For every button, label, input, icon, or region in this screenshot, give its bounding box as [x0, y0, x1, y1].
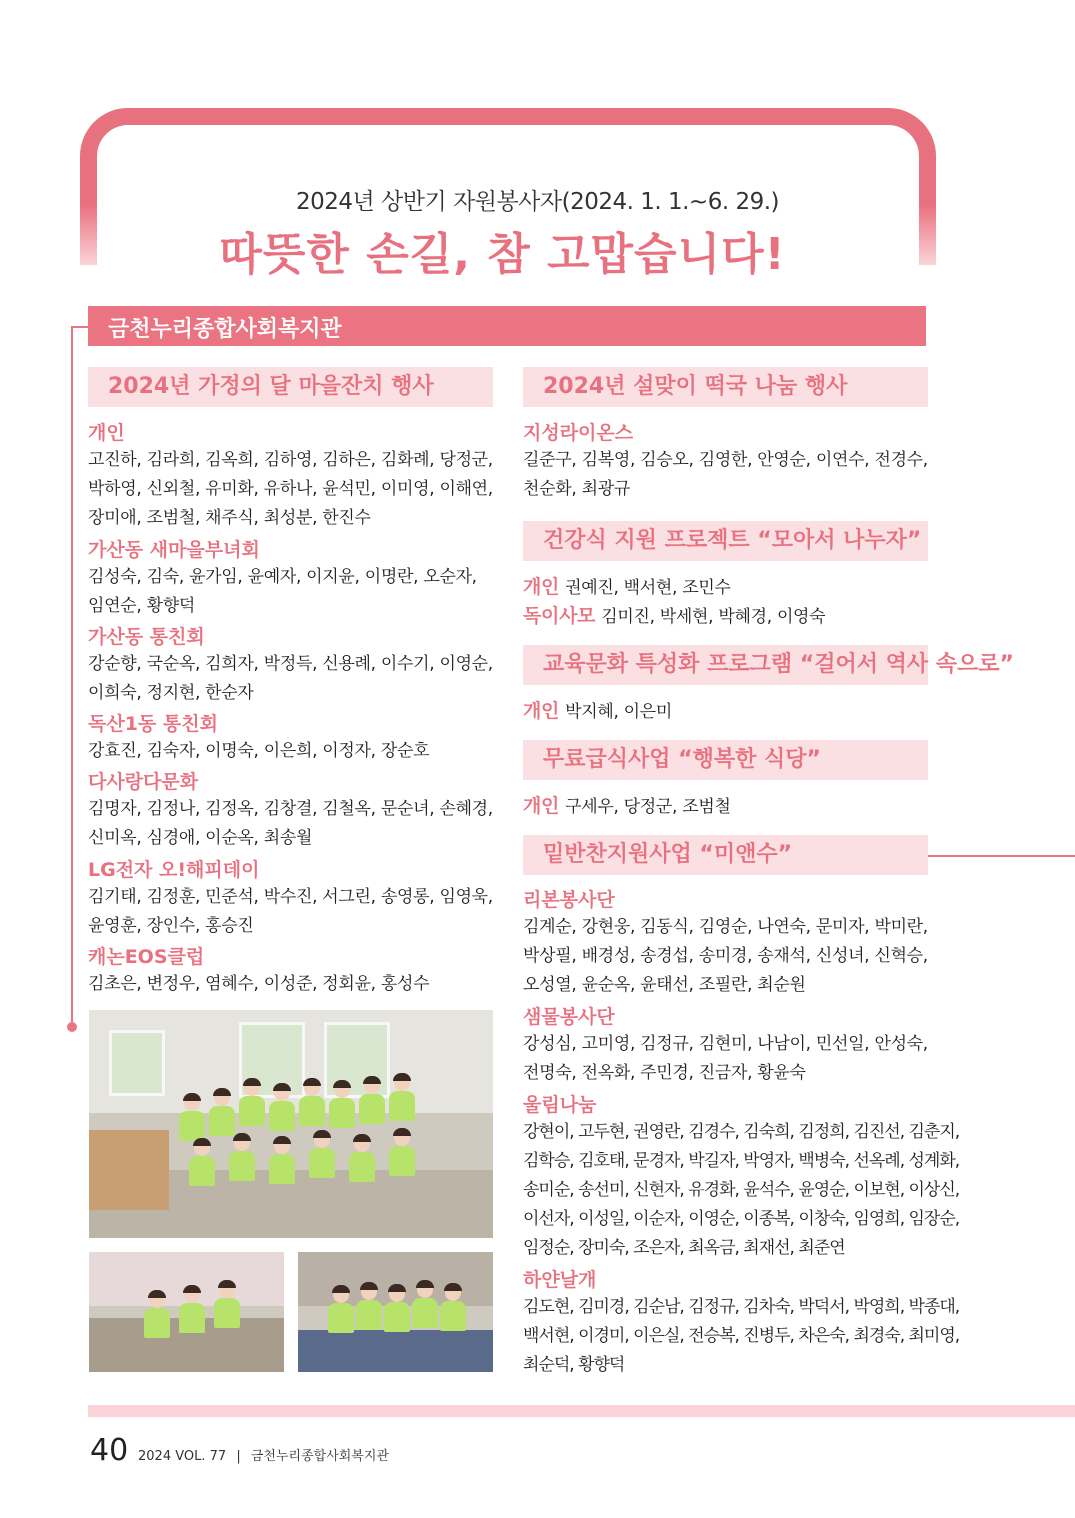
- names-line: 길준구, 김복영, 김승오, 김영한, 안영순, 이연수, 전경수,: [523, 450, 928, 470]
- event-title-free-meal: 무료급식사업 “행복한 식당”: [523, 740, 928, 780]
- names-line: 김계순, 강현웅, 김동식, 김영순, 나연숙, 문미자, 박미란,: [523, 917, 928, 937]
- organization-banner: [88, 306, 926, 346]
- health-row-individual: [523, 572, 731, 599]
- group-label: 리본봉사단: [523, 889, 615, 911]
- group-names: [88, 446, 493, 533]
- left-connector-line: [71, 326, 73, 1028]
- row-label: 독이사모: [523, 605, 596, 627]
- names-line: 전명숙, 전옥화, 주민경, 진금자, 황윤숙: [523, 1063, 806, 1083]
- row-label: 개인: [523, 576, 560, 598]
- group-label: 가산동 통친회: [88, 626, 205, 648]
- group-label: 다사랑다문화: [88, 771, 199, 793]
- footer-bar: [88, 1405, 1075, 1417]
- left-connector-dot: [67, 1022, 77, 1032]
- left-connector-tick: [71, 326, 89, 328]
- meal-row-individual: [523, 791, 731, 818]
- names-line: 장미애, 조범철, 채주식, 최성분, 한진수: [88, 508, 371, 528]
- names-line: 이선자, 이성일, 이순자, 이영순, 이종복, 이창숙, 임영희, 임장순,: [523, 1209, 960, 1229]
- footer-volume: 2024 VOL. 77: [138, 1449, 227, 1464]
- group-names: [88, 970, 429, 999]
- group-label: 캐논EOS클럽: [88, 946, 205, 968]
- names-line: 오성열, 윤순옥, 윤태선, 조필란, 최순원: [523, 975, 806, 995]
- group-names: [523, 1118, 959, 1263]
- names-line: 김도현, 김미경, 김순남, 김정규, 김차숙, 박덕서, 박영희, 박종대,: [523, 1297, 960, 1317]
- event-title-family-month: 2024년 가정의 달 마을잔치 행사: [88, 367, 493, 407]
- group-label: 지성라이온스: [523, 422, 634, 444]
- photo-meal-service: [89, 1252, 284, 1372]
- group-names: [88, 563, 477, 621]
- names-line: 김성숙, 김숙, 윤가임, 윤예자, 이지윤, 이명란, 오순자,: [88, 567, 477, 587]
- names-line: 강순향, 국순옥, 김희자, 박정득, 신용례, 이수기, 이영순,: [88, 654, 493, 674]
- footer-info: [138, 1445, 389, 1464]
- row-names: 구세우, 당정군, 조범철: [565, 797, 731, 817]
- event-title-health-food: 건강식 지원 프로젝트 “모아서 나누자”: [523, 521, 928, 561]
- group-names: [523, 1293, 959, 1380]
- names-line: 신미옥, 심경애, 이순옥, 최송월: [88, 828, 313, 848]
- names-line: 임연순, 황향덕: [88, 596, 195, 616]
- group-label: 하얀날개: [523, 1269, 597, 1291]
- footer-separator: |: [236, 1449, 241, 1464]
- row-label: 개인: [523, 700, 560, 722]
- names-line: 강성심, 고미영, 김정규, 김현미, 나남이, 민선일, 안성숙,: [523, 1034, 928, 1054]
- right-connector-line: [928, 855, 1075, 857]
- names-line: 천순화, 최광규: [523, 479, 630, 499]
- names-line: 김학승, 김호태, 문경자, 박길자, 박영자, 백병숙, 선옥례, 성계화,: [523, 1151, 960, 1171]
- group-names: [88, 883, 493, 941]
- group-names: [523, 913, 928, 1000]
- names-line: 김초은, 변정우, 염혜수, 이성준, 정회윤, 홍성수: [88, 974, 430, 994]
- page-subtitle: 2024년 상반기 자원봉사자(2024. 1. 1.~6. 29.): [295, 189, 780, 215]
- photo-volunteer-group: [298, 1252, 493, 1372]
- group-label: 독산1동 통친회: [88, 713, 218, 735]
- group-names: [88, 650, 493, 708]
- group-names: [88, 795, 493, 853]
- names-line: 강현이, 고두현, 권영란, 김경수, 김숙희, 김정희, 김진선, 김춘지,: [523, 1122, 960, 1142]
- row-names: 김미진, 박세현, 박혜경, 이영숙: [601, 607, 826, 627]
- names-line: 임정순, 장미숙, 조은자, 최옥금, 최재선, 최준연: [523, 1238, 845, 1258]
- group-label: 울림나눔: [523, 1094, 597, 1116]
- names-line: 김명자, 김정나, 김정옥, 김창결, 김철옥, 문순녀, 손혜경,: [88, 799, 493, 819]
- group-label: 개인: [88, 422, 125, 444]
- group-label: LG전자 오!해피데이: [88, 859, 260, 881]
- group-names: [523, 446, 928, 504]
- names-line: 백서현, 이경미, 이은실, 전승복, 진병두, 차은숙, 최경숙, 최미영,: [523, 1326, 960, 1346]
- health-row-group: [523, 601, 825, 628]
- row-label: 개인: [523, 795, 560, 817]
- names-line: 이희숙, 정지현, 한순자: [88, 683, 254, 703]
- event-title-side-dish: 밑반찬지원사업 “미앤수”: [523, 835, 928, 875]
- group-label: 가산동 새마을부녀회: [88, 539, 260, 561]
- row-names: 권예진, 백서현, 조민수: [565, 578, 731, 598]
- names-line: 최순덕, 황향덕: [523, 1355, 625, 1375]
- names-line: 박하영, 신외철, 유미화, 유하나, 윤석민, 이미영, 이해연,: [88, 479, 493, 499]
- group-photo-main: [89, 1010, 493, 1238]
- names-line: 송미순, 송선미, 신현자, 유경화, 윤석수, 윤영순, 이보현, 이상신,: [523, 1180, 960, 1200]
- names-line: 강효진, 김숙자, 이명숙, 이은희, 이정자, 장순호: [88, 741, 430, 761]
- event-title-ricecake: 2024년 설맞이 떡국 나눔 행사: [523, 367, 928, 407]
- group-label: 샘물봉사단: [523, 1006, 615, 1028]
- page-number: 40: [90, 1433, 129, 1468]
- page-title: 따뜻한 손길, 참 고맙습니다!: [219, 229, 786, 280]
- names-line: 고진하, 김라희, 김옥희, 김하영, 김하은, 김화례, 당정군,: [88, 450, 493, 470]
- names-line: 박상필, 배경성, 송경섭, 송미경, 송재석, 신성녀, 신혁승,: [523, 946, 928, 966]
- group-names: [523, 1030, 928, 1088]
- names-line: 윤영훈, 장인수, 홍승진: [88, 916, 254, 936]
- names-line: 김기태, 김정훈, 민준석, 박수진, 서그린, 송영롱, 임영욱,: [88, 887, 493, 907]
- organization-name: 금천누리종합사회복지관: [108, 317, 342, 342]
- footer-org: 금천누리종합사회복지관: [250, 1449, 389, 1464]
- history-row-individual: [523, 696, 672, 723]
- row-names: 박지혜, 이은미: [565, 702, 673, 722]
- event-title-history-walk: 교육문화 특성화 프로그램 “걸어서 역사 속으로”: [523, 645, 928, 685]
- group-names: [88, 737, 429, 766]
